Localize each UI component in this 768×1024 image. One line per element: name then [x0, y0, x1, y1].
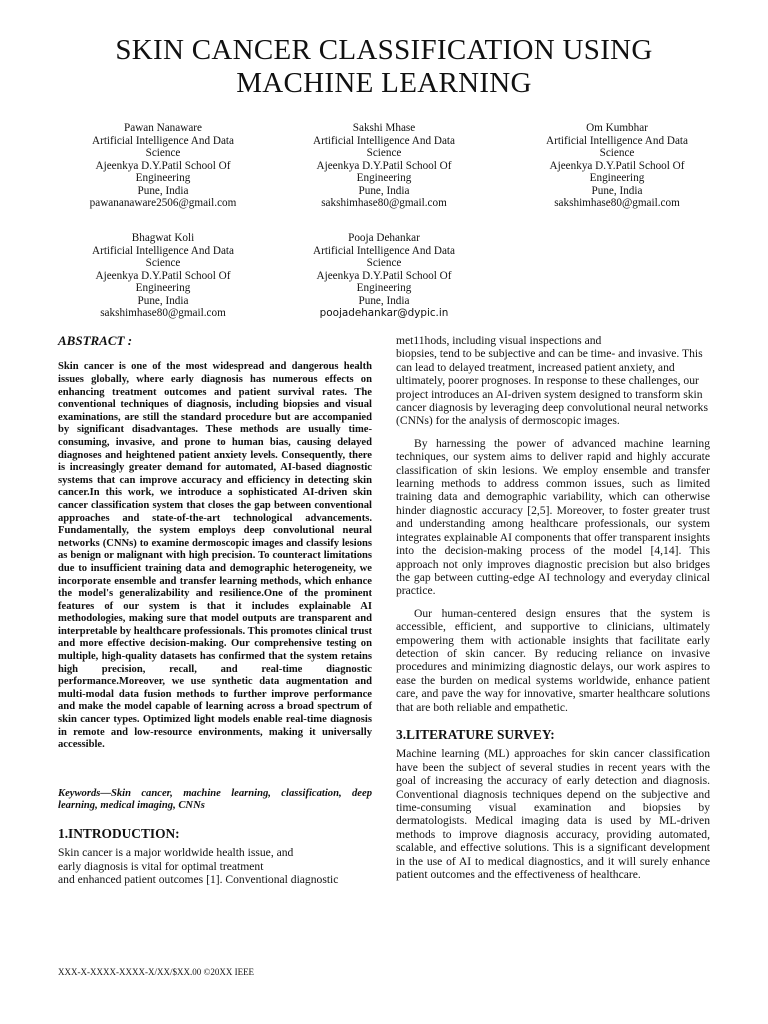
introduction-paragraph: By harnessing the power of advanced machine learning techniques, our system aims to deliver rapid and highly accurate classification of skin lesions. We employ ensemble and transfer learning methods to address common issues, such as limited training data and demographic variability, which can otherwise hinder diagnostic accuracy [2,5]. Moreover, to foster greater trust and understanding among healthcare professionals, our system integrates explainable AI components that offer transparent insights into the decision-making process of the model [4,14]. This approach not only improves diagnostic precision but also bridges the gap between cutting-edge AI technology and everyday clinical practice.	[396, 436, 710, 598]
author-name: Sakshi Mhase	[352, 122, 416, 134]
author-email: sakshimhase80@gmail.com	[554, 197, 680, 209]
author-city: Pune, India	[137, 294, 189, 307]
author-name: Pooja Dehankar	[348, 232, 420, 244]
author-department: Artificial Intelligence And Data Science	[92, 134, 234, 159]
author-department: Artificial Intelligence And Data Science	[313, 134, 455, 159]
introduction-text	[58, 846, 372, 886]
keywords: Keywords—Skin cancer, machine learning, classification, deep learning, medical imaging, CNNs	[58, 787, 372, 812]
literature-survey-body: Machine learning (ML) approaches for skin cancer classification have been the subject of several studies in recent years with the goal of increasing the accuracy of early detection and diagnosis. Conventional diagnosis techniques depend on the subjective and time-consuming visual examination and biopsies by dermatologists. Medical imaging data is used by ML-driven methods to improve diagnosis accuracy, providing automated, scalable, and effective solutions. This is a significant development in the use of AI to medical diagnostics, and it will surely enhance patient outcomes and the effectiveness of healthcare.	[396, 747, 710, 882]
abstract-body: Skin cancer is one of the most widespread and dangerous health issues globally, where early diagnosis has numerous effects on enhancing treatment outcomes and patient survival rates. The conventional techniques of diagnosis, including biopsies and visual examinations, are still the standard procedure but are accompanied by significant disadvantages. These methods are usually time-consuming, invasive, and prone to human bias, causing delayed diagnoses and heightened patient anxiety levels. Consequently, there is increasingly greater demand for automated, AI-based diagnostic systems that can improve accuracy and efficiency in detecting skin cancer.In this work, we introduce a sophisticated AI-driven skin cancer classification system that closes the gap between conventional approaches and state-of-the-art technological advancements. Fundamentally, the system employs deep convolutional neural networks (CNNs) to examine dermoscopic images and classify lesions as benign or malignant with high precision. To counteract limitations due to insufficient training data and demographic heterogeneity, we incorporate ensemble and transfer learning methods, which enhance the model's generalizability and resilience.One of the prominent features of our system is that it includes explainable AI methodologies, making sure that model outputs are transparent and interpretable by healthcare professionals. This promotes clinical trust and more effective decision-making. Our comprehensive testing on multiple, high-quality datasets has confirmed that the system retains high precision, recall, and real-time diagnostic performance.Moreover, we use synthetic data augmentation and multi-modal data fusion methods to further improve performance and make the model capable of learning across a broad spectrum of skin cancer types. Optimized light models enable real-time diagnosis in remote and low-resource environments, making it universally accessible.	[58, 361, 372, 751]
author-name: Bhagwat Koli	[131, 232, 195, 244]
introduction-heading: 1.INTRODUCTION:	[58, 826, 180, 841]
author-city: Pune, India	[137, 184, 189, 197]
literature-survey-heading: 3.LITERATURE SURVEY:	[396, 726, 555, 742]
author-city: Pune, India	[591, 184, 643, 197]
intro-line: Skin cancer is a major worldwide health issue, and	[58, 846, 294, 860]
author-email: sakshimhase80@gmail.com	[100, 307, 226, 319]
left-column	[58, 334, 372, 887]
author-city: Pune, India	[358, 184, 410, 197]
author-email: sakshimhase80@gmail.com	[321, 197, 447, 209]
intro-line: early diagnosis is vital for optimal treatment	[58, 859, 264, 873]
paper-title	[0, 34, 768, 100]
author-school: Ajeenkya D.Y.Patil School Of Engineering	[316, 269, 452, 294]
author-block	[532, 122, 702, 210]
author-city: Pune, India	[358, 294, 410, 307]
author-name: Om Kumbhar	[586, 122, 648, 134]
author-email: pawananaware2506@gmail.com	[89, 197, 237, 209]
abstract-heading: ABSTRACT :	[58, 333, 133, 348]
title-line-2: MACHINE LEARNING	[236, 67, 532, 99]
author-block	[78, 232, 248, 320]
author-school: Ajeenkya D.Y.Patil School Of Engineering	[95, 159, 231, 184]
author-block	[78, 122, 248, 210]
author-school: Ajeenkya D.Y.Patil School Of Engineering	[549, 159, 685, 184]
author-department: Artificial Intelligence And Data Science	[92, 244, 234, 269]
intro-line: and enhanced patient outcomes [1]. Conventional diagnostic	[58, 873, 339, 887]
copyright-footer: XXX-X-XXXX-XXXX-X/XX/$XX.00 ©20XX IEEE	[58, 967, 255, 977]
author-department: Artificial Intelligence And Data Science	[546, 134, 688, 159]
author-school: Ajeenkya D.Y.Patil School Of Engineering	[95, 269, 231, 294]
title-line-1: SKIN CANCER CLASSIFICATION USING	[115, 34, 653, 66]
author-name: Pawan Nanaware	[124, 122, 202, 134]
continued-line: met11hods, including visual inspections and	[396, 334, 602, 347]
author-block	[299, 122, 469, 210]
introduction-paragraph: biopsies, tend to be subjective and can be time- and invasive. This can lead to delayed treatment, increased patient anxiety, and ultimately, poorer prognoses. In response to these challenges, our project introduces an AI-driven system designed to transform skin cancer diagnosis by leveraging deep convolutional neural networks (CNNs) for the analysis of dermoscopic images.	[396, 347, 708, 428]
introduction-paragraph: Our human-centered design ensures that the system is accessible, efficient, and supportive to clinicians, ultimately empowering them with actionable insights that facilitate early detection of skin cancer. By reducing reliance on invasive procedures and minimizing diagnostic delays, our work aspires to ease the burden on medical systems worldwide, enhance patient care, and pave the way for innovative, smarter healthcare solutions that are both reliable and empathetic.	[396, 606, 710, 714]
right-column	[396, 334, 710, 881]
author-email: poojadehankar@dypic.in	[319, 307, 449, 319]
author-school: Ajeenkya D.Y.Patil School Of Engineering	[316, 159, 452, 184]
author-block	[299, 232, 469, 320]
author-department: Artificial Intelligence And Data Science	[313, 244, 455, 269]
